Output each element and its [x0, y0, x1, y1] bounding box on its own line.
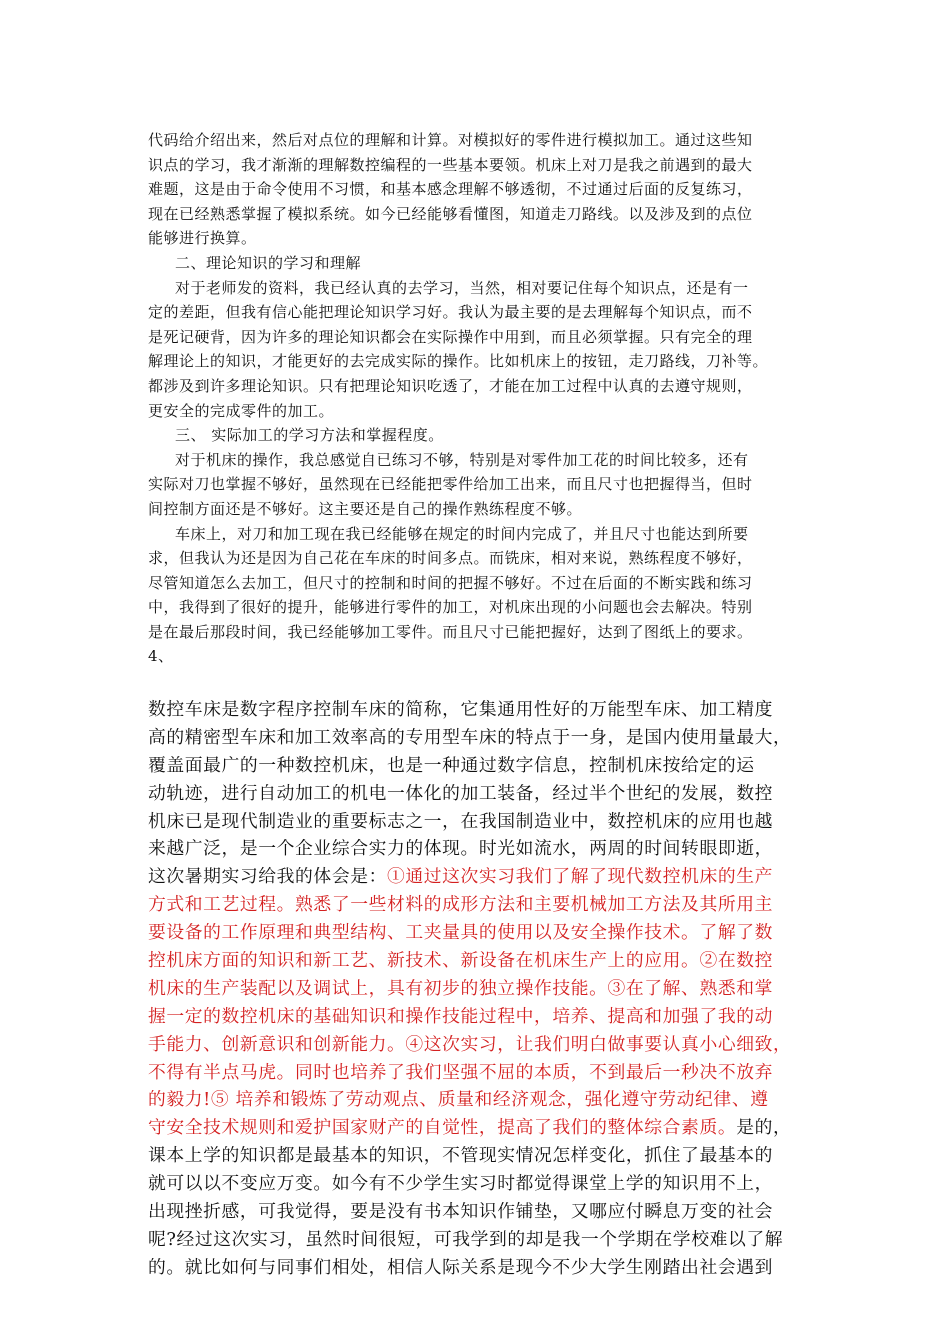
text-line — [148, 947, 808, 975]
text-run: 呢?经过这次实习，虽然时间很短，可我学到的却是我一个学期在学校难以了解 — [148, 1228, 784, 1250]
text-run: 出现挫折感，可我觉得，要是没有书本知识作铺垫，又哪应付瞬息万变的社会 — [148, 1201, 773, 1223]
text-line — [148, 808, 808, 836]
highlighted-text: 机床的生产装配以及调试上，具有初步的独立操作技能。③在了解、熟悉和掌 — [148, 977, 773, 999]
report-section-1 — [148, 128, 808, 669]
text-line: 难题，这是由于命令使用不习惯，和基本感念理解不够透彻，不过通过后面的反复练习， — [148, 180, 753, 199]
text-line — [148, 863, 808, 891]
text-line — [148, 1003, 808, 1031]
highlighted-text: 守安全技术规则和爱护国家财产的自觉性，提高了我们的整体综合素质。 — [148, 1117, 737, 1139]
text-line: 间控制方面还是不够好。这主要还是自己的操作熟练程度不够。 — [148, 499, 583, 518]
highlighted-text: 方式和工艺过程。熟悉了一些材料的成形方法和主要机械加工方法及其所用主 — [148, 894, 773, 916]
text-line — [148, 975, 808, 1003]
text-line: 现在已经熟悉掌握了模拟系统。如今已经能够看懂图，知道走刀路线。以及涉及到的点位 — [148, 204, 753, 223]
section-number: 4、 — [148, 647, 174, 666]
text-line — [148, 1254, 808, 1282]
text-line — [148, 1031, 808, 1059]
highlighted-text: 的毅力!⑤ 培养和锻炼了劳动观点、质量和经济观念，强化遵守劳动纪律、遵 — [148, 1089, 769, 1111]
text-run: 高的精密型车床和加工效率高的专用型车床的特点于一身，是国内使用量最大， — [148, 726, 792, 748]
text-run: 就可以以不变应万变。如今有不少学生实习时都觉得课堂上学的知识用不上， — [148, 1173, 773, 1195]
text-line — [148, 835, 808, 863]
text-run: 机床已是现代制造业的重要标志之一，在我国制造业中，数控机床的应用也越 — [148, 810, 773, 832]
text-run: 这次暑期实习给我的体会是： — [148, 866, 387, 888]
text-line — [148, 1059, 808, 1087]
text-line — [148, 891, 808, 919]
text-line: 代码给介绍出来，然后对点位的理解和计算。对模拟好的零件进行模拟加工。通过这些知 — [148, 131, 753, 149]
highlighted-text: 握一定的数控机床的基础知识和操作技能过程中，培养、提高和加强了我的动 — [148, 1005, 773, 1027]
text-line — [148, 780, 808, 808]
text-line — [148, 724, 808, 752]
text-line: 定的差距，但我有信心能把理论知识学习好。我认为最主要的是去理解每个知识点，而不 — [148, 303, 753, 322]
text-line: 更安全的完成零件的加工。 — [148, 401, 335, 420]
text-line: 是死记硬背，因为许多的理论知识都会在实际操作中用到，而且必须掌握。只有完全的理 — [148, 327, 753, 346]
text-run: 课本上学的知识都是最基本的知识，不管现实情况怎样变化，抓住了最基本的 — [148, 1145, 773, 1167]
section-heading: 三、 实际加工的学习方法和掌握程度。 — [175, 426, 444, 445]
text-line — [148, 1142, 808, 1170]
text-line — [148, 919, 808, 947]
section-heading: 二、理论知识的学习和理解 — [175, 253, 362, 272]
text-line — [148, 696, 808, 724]
text-line: 对于机床的操作，我总感觉自已练习不够，特别是对零件加工花的时间比较多，还有 — [175, 450, 749, 469]
text-line — [148, 1114, 808, 1142]
highlighted-text: ①通过这次实习我们了解了现代数控机床的生产 — [386, 866, 773, 888]
text-line: 对于老师发的资料，我已经认真的去学习，当然，相对要记住每个知识点，还是有一 — [175, 278, 749, 297]
highlighted-text: 控机床方面的知识和新工艺、新技术、新设备在机床生产上的应用。②在数控 — [148, 950, 773, 972]
text-line — [148, 1086, 808, 1114]
report-section-4 — [148, 696, 808, 1282]
text-line: 求，但我认为还是因为自己花在车床的时间多点。而铣床，相对来说，熟练程度不够好， — [148, 549, 753, 568]
highlighted-text: 手能力、创新意识和创新能力。④这次实习，让我们明白做事要认真小心细致， — [148, 1033, 792, 1055]
text-line — [148, 1226, 808, 1254]
text-line: 都涉及到许多理论知识。只有把理论知识吃透了，才能在加工过程中认真的去遵守规则， — [148, 376, 753, 395]
text-run: 覆盖面最广的一种数控机床，也是一种通过数字信息，控制机床按给定的运 — [148, 754, 755, 776]
text-run: 是的， — [736, 1117, 792, 1139]
text-line: 车床上，对刀和加工现在我已经能够在规定的时间内完成了，并且尺寸也能达到所要 — [175, 524, 749, 543]
text-run: 动轨迹，进行自动加工的机电一体化的加工装备，经过半个世纪的发展，数控 — [148, 782, 773, 804]
text-line: 实际对刀也掌握不够好，虽然现在已经能把零件给加工出来，而且尺寸也把握得当，但时 — [148, 475, 753, 494]
text-line — [148, 1170, 808, 1198]
text-line — [148, 1198, 808, 1226]
highlighted-text: 不得有半点马虎。同时也培养了我们坚强不屈的本质，不到最后一秒决不放弃 — [148, 1061, 773, 1083]
text-line: 能够进行换算。 — [148, 229, 257, 248]
text-line: 是在最后那段时间，我已经能够加工零件。而且尺寸已能把握好，达到了图纸上的要求。 — [148, 622, 753, 641]
text-run: 数控车床是数字程序控制车床的简称，它集通用性好的万能型车床、加工精度 — [148, 699, 773, 720]
text-line: 尽管知道怎么去加工，但尺寸的控制和时间的把握不够好。不过在后面的不断实践和练习 — [148, 573, 753, 592]
text-line: 中，我得到了很好的提升，能够进行零件的加工，对机床出现的小问题也会去解决。特别 — [148, 598, 753, 617]
text-line: 识点的学习，我才渐渐的理解数控编程的一些基本要领。机床上对刀是我之前遇到的最大 — [148, 155, 753, 174]
text-line: 解理论上的知识，才能更好的去完成实际的操作。比如机床上的按钮，走刀路线，刀补等。 — [148, 352, 769, 371]
highlighted-text: 要设备的工作原理和典型结构、工夹量具的使用以及安全操作技术。了解了数 — [148, 922, 773, 944]
text-run: 的。就比如何与同事们相处，相信人际关系是现今不少大学生刚踏出社会遇到 — [148, 1256, 773, 1278]
text-run: 来越广泛，是一个企业综合实力的体现。时光如流水，两周的时间转眼即逝， — [148, 838, 773, 860]
text-line — [148, 752, 808, 780]
